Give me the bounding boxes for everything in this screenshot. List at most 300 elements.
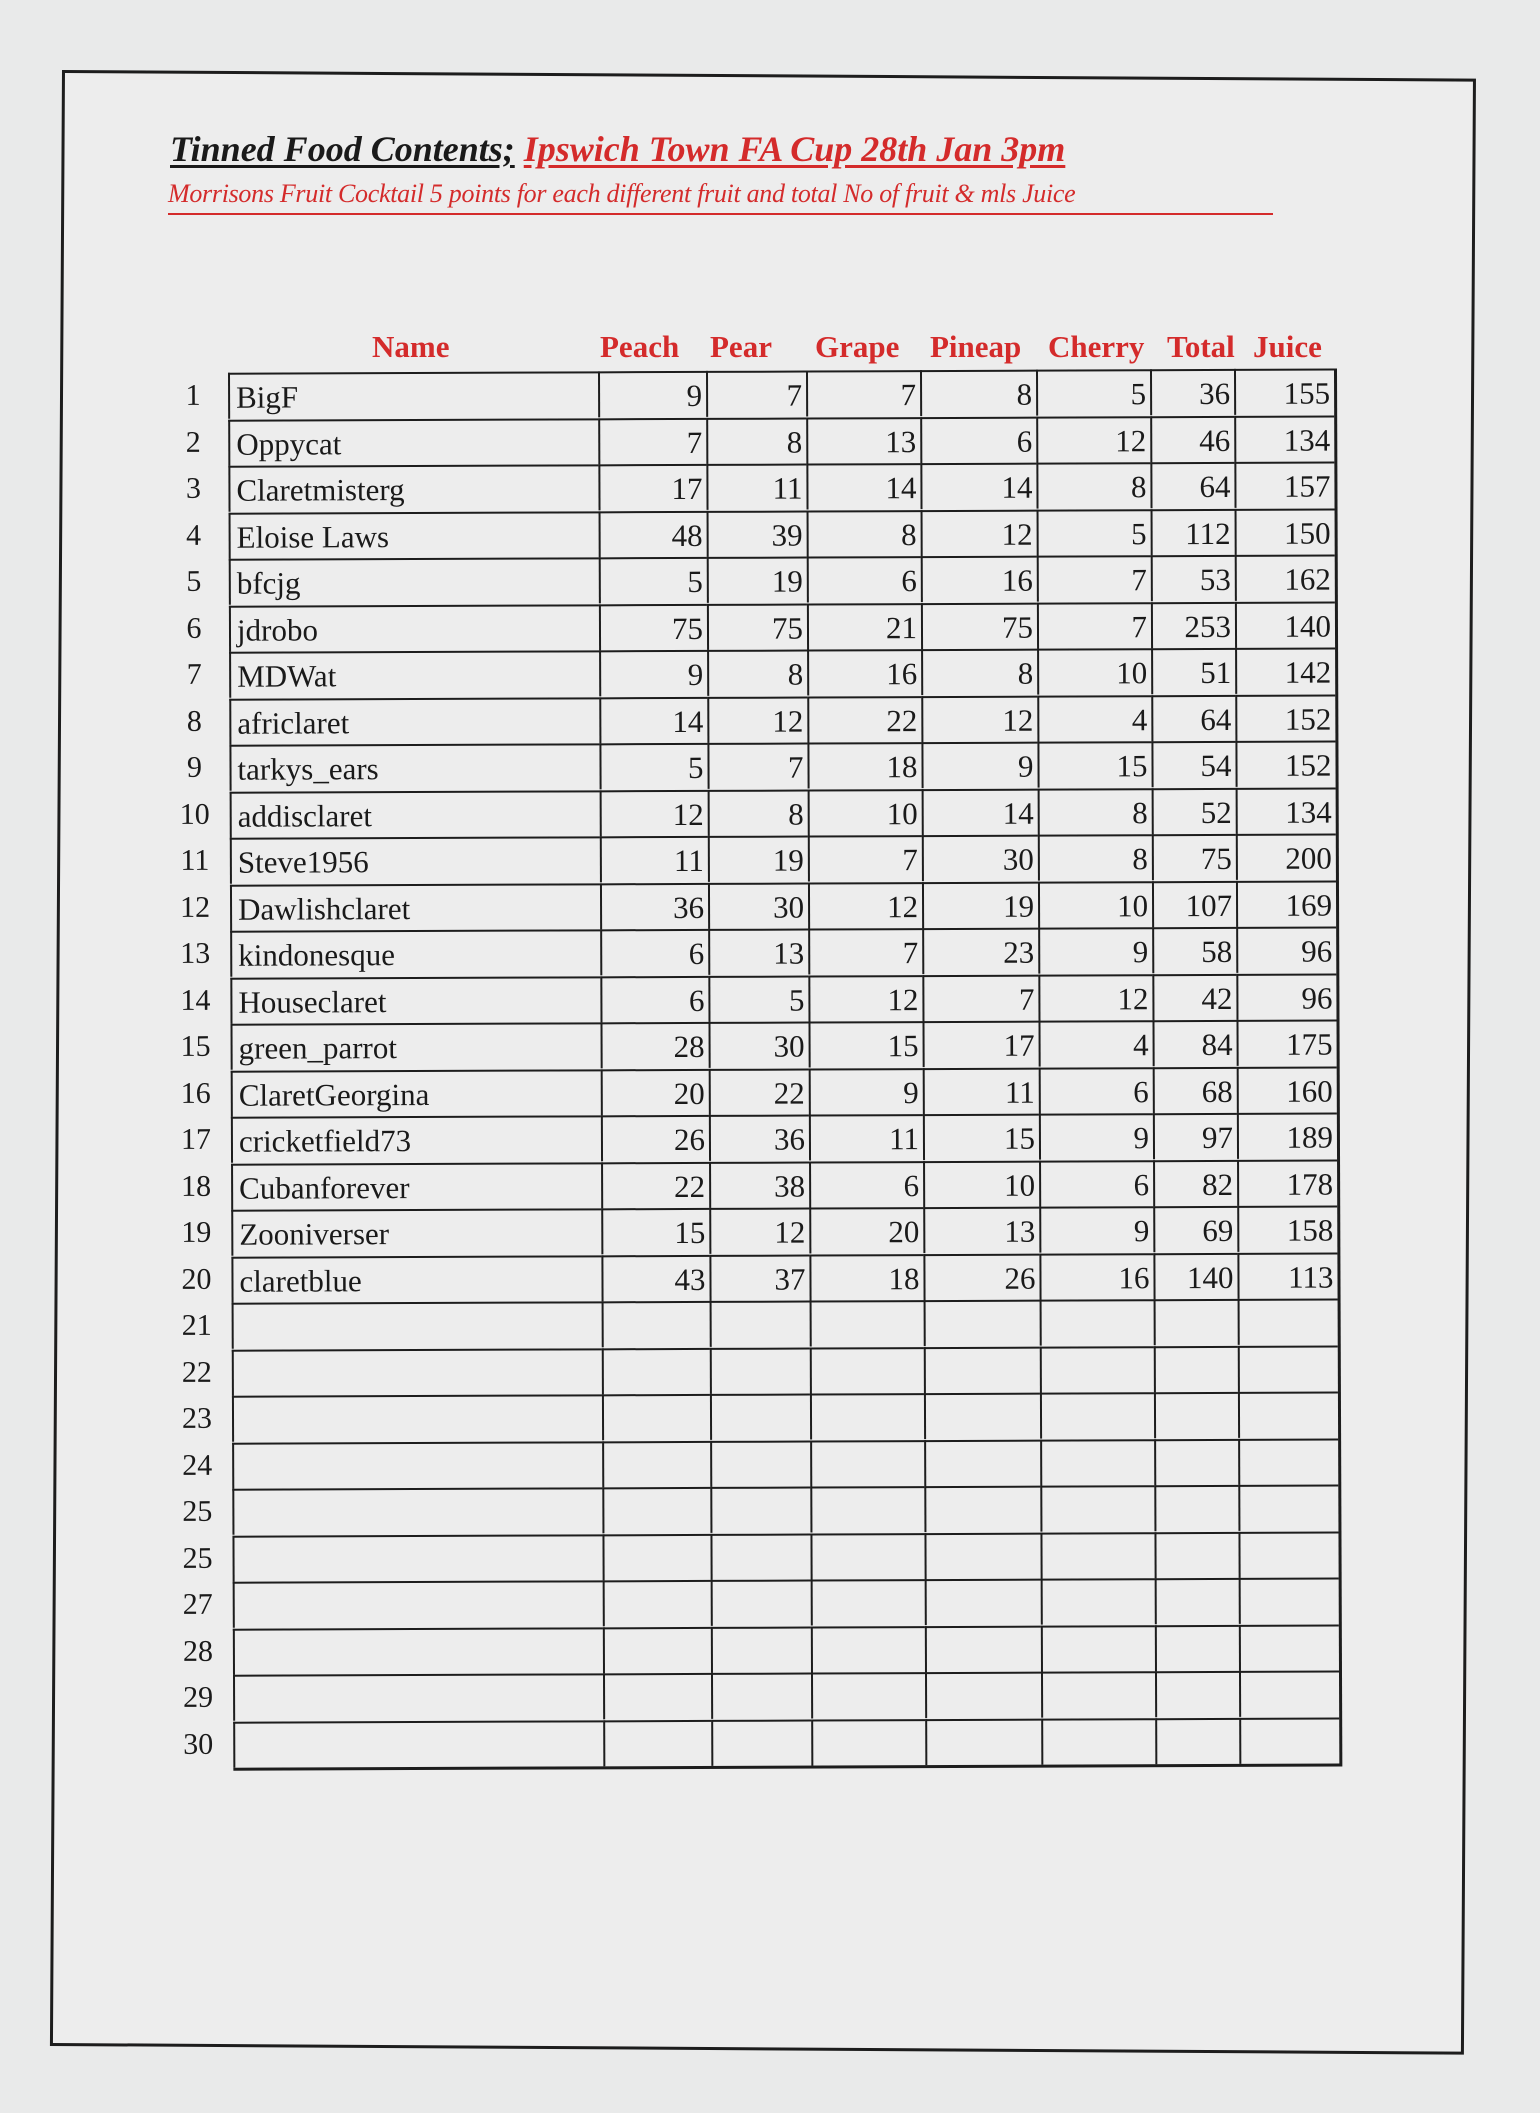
pear-cell: 12 <box>707 696 807 742</box>
table-row <box>182 1484 1338 1534</box>
total-cell: 36 <box>1150 369 1234 415</box>
grape-cell: 12 <box>808 882 922 928</box>
juice-cell: 200 <box>1236 833 1336 879</box>
total-cell: 58 <box>1152 927 1236 973</box>
juice-cell <box>1238 1298 1338 1344</box>
pineapple-cell: 13 <box>923 1207 1039 1253</box>
row-number: 9 <box>186 750 203 784</box>
row-number: 12 <box>179 890 211 924</box>
grape-cell: 7 <box>808 928 922 974</box>
peach-cell <box>602 1487 710 1533</box>
row-number: 21 <box>181 1308 212 1342</box>
peach-cell: 15 <box>601 1208 709 1254</box>
pear-cell <box>710 1440 810 1486</box>
document-title <box>170 128 1065 170</box>
row-number: 6 <box>186 611 202 645</box>
table-row <box>185 461 1334 511</box>
pear-cell: 19 <box>707 557 807 603</box>
name-cell: BigF <box>228 371 598 418</box>
pineapple-cell <box>924 1532 1040 1578</box>
table-row <box>186 740 1335 790</box>
cherry-cell <box>1040 1439 1154 1485</box>
juice-cell: 175 <box>1236 1019 1336 1065</box>
pineapple-cell: 6 <box>920 416 1036 462</box>
total-cell: 52 <box>1152 787 1236 833</box>
column-header-pineap: Pineap <box>930 329 1022 364</box>
row-number: 17 <box>180 1122 212 1156</box>
pineapple-cell: 12 <box>921 509 1037 555</box>
row-number: 11 <box>180 843 210 877</box>
grape-cell: 7 <box>806 370 920 416</box>
pineapple-cell <box>924 1439 1040 1485</box>
name-cell <box>232 1441 602 1488</box>
juice-cell: 134 <box>1236 787 1336 833</box>
grape-cell <box>810 1440 924 1486</box>
cherry-cell: 9 <box>1039 1206 1153 1252</box>
peach-cell <box>602 1533 710 1579</box>
name-cell: Cubanforever <box>231 1162 601 1209</box>
juice-cell: 178 <box>1237 1159 1337 1205</box>
juice-cell <box>1239 1717 1339 1763</box>
pineapple-cell: 30 <box>922 835 1038 881</box>
table-row <box>181 1252 1337 1302</box>
total-cell <box>1154 1485 1238 1531</box>
title-event: Ipswich Town FA Cup 28th Jan 3pm <box>523 129 1066 169</box>
total-cell: 54 <box>1151 741 1235 787</box>
grape-cell <box>810 1486 924 1532</box>
total-cell <box>1154 1299 1238 1345</box>
pineapple-cell <box>924 1300 1040 1346</box>
total-cell: 112 <box>1151 508 1235 554</box>
row-number: 22 <box>181 1355 212 1389</box>
table-row <box>181 1345 1338 1395</box>
table-row <box>181 1391 1338 1441</box>
grape-cell <box>811 1672 925 1718</box>
total-cell: 53 <box>1151 555 1235 601</box>
row-number: 25 <box>182 1494 213 1528</box>
table-row <box>181 1298 1338 1348</box>
total-cell <box>1154 1438 1238 1484</box>
juice-cell <box>1238 1391 1338 1437</box>
grape-cell: 20 <box>809 1207 923 1253</box>
juice-cell: 152 <box>1235 694 1335 740</box>
peach-cell: 14 <box>599 696 707 742</box>
juice-cell: 96 <box>1236 973 1336 1019</box>
row-number: 20 <box>181 1262 212 1296</box>
pear-cell: 36 <box>709 1115 809 1161</box>
pineapple-cell: 14 <box>920 463 1036 509</box>
juice-cell: 142 <box>1235 647 1335 693</box>
peach-cell: 5 <box>599 557 707 603</box>
juice-cell <box>1239 1624 1339 1670</box>
cherry-cell <box>1041 1671 1155 1717</box>
row-number: 5 <box>186 564 202 598</box>
table-row <box>186 554 1335 604</box>
cherry-cell: 7 <box>1037 602 1151 648</box>
peach-cell <box>603 1626 711 1672</box>
table-row <box>185 368 1334 418</box>
peach-cell: 75 <box>599 603 707 649</box>
grape-cell <box>810 1393 924 1439</box>
name-cell <box>232 1301 602 1348</box>
pineapple-cell: 9 <box>921 742 1037 788</box>
grape-cell: 14 <box>806 463 920 509</box>
juice-cell: 113 <box>1237 1252 1337 1298</box>
row-number: 29 <box>183 1680 214 1714</box>
pear-cell: 12 <box>709 1208 809 1254</box>
row-number: 19 <box>181 1215 212 1249</box>
grape-cell <box>810 1300 924 1346</box>
juice-cell <box>1239 1670 1339 1716</box>
table-row <box>180 833 1336 883</box>
name-cell: Steve1956 <box>230 836 600 883</box>
total-cell: 253 <box>1151 601 1235 647</box>
row-number: 2 <box>185 425 201 459</box>
juice-cell: 150 <box>1235 508 1335 554</box>
name-cell <box>233 1673 603 1720</box>
table-row <box>186 601 1335 651</box>
results-table <box>162 368 1347 1776</box>
total-cell: 64 <box>1151 694 1235 740</box>
peach-cell: 17 <box>598 464 706 510</box>
pineapple-cell: 11 <box>923 1067 1039 1113</box>
total-cell <box>1154 1531 1238 1577</box>
pear-cell: 30 <box>708 1022 808 1068</box>
name-cell <box>233 1627 603 1674</box>
total-cell: 84 <box>1152 1020 1236 1066</box>
grape-cell: 15 <box>808 1021 922 1067</box>
peach-cell: 7 <box>598 417 706 463</box>
pear-cell: 11 <box>706 464 806 510</box>
table-row <box>182 1624 1339 1674</box>
cherry-cell: 6 <box>1039 1067 1153 1113</box>
grape-cell: 21 <box>807 603 921 649</box>
document-subtitle: Morrisons Fruit Cocktail 5 points for each different fruit and total No of fruit & mls Juice <box>168 179 1273 215</box>
cherry-cell: 16 <box>1039 1253 1153 1299</box>
total-cell: 140 <box>1153 1252 1237 1298</box>
pear-cell <box>711 1580 811 1626</box>
juice-cell: 155 <box>1234 368 1334 414</box>
cherry-cell: 4 <box>1038 1020 1152 1066</box>
pineapple-cell: 23 <box>922 928 1038 974</box>
pear-cell <box>710 1533 810 1579</box>
cherry-cell: 4 <box>1037 695 1151 741</box>
row-number: 15 <box>180 1029 211 1063</box>
grape-cell: 6 <box>809 1161 923 1207</box>
row-number: 24 <box>182 1448 213 1482</box>
name-cell <box>233 1720 603 1767</box>
peach-cell: 20 <box>601 1068 709 1114</box>
table-row <box>183 1670 1339 1720</box>
table-row <box>181 1159 1337 1209</box>
cherry-cell: 6 <box>1039 1160 1153 1206</box>
peach-cell: 48 <box>599 510 707 556</box>
peach-cell: 22 <box>601 1161 709 1207</box>
peach-cell <box>602 1347 710 1393</box>
title-label: Tinned Food Contents; <box>170 129 515 169</box>
cherry-cell: 5 <box>1037 509 1151 555</box>
juice-cell <box>1238 1531 1338 1577</box>
pear-cell <box>710 1487 810 1533</box>
name-cell: addisclaret <box>230 790 600 837</box>
total-cell: 107 <box>1152 880 1236 926</box>
grape-cell: 22 <box>807 696 921 742</box>
name-cell: Oppycat <box>228 418 598 465</box>
table-row <box>182 1577 1339 1627</box>
table-row <box>179 880 1336 930</box>
table-row <box>186 694 1335 744</box>
column-header-peach: Peach <box>600 329 680 364</box>
table-row <box>180 926 1336 976</box>
name-cell: Houseclaret <box>230 976 600 1023</box>
pineapple-cell <box>924 1393 1040 1439</box>
grape-cell: 12 <box>808 975 922 1021</box>
pear-cell <box>710 1347 810 1393</box>
table-row <box>181 1205 1337 1255</box>
pineapple-cell <box>925 1672 1041 1718</box>
peach-cell: 9 <box>599 650 707 696</box>
row-number: 14 <box>180 983 211 1017</box>
cherry-cell: 7 <box>1037 555 1151 601</box>
grape-cell: 18 <box>809 1254 923 1300</box>
pear-cell: 5 <box>708 975 808 1021</box>
row-number: 13 <box>180 936 211 970</box>
total-cell <box>1154 1345 1238 1391</box>
name-cell: green_parrot <box>230 1022 600 1069</box>
cherry-cell: 10 <box>1038 881 1152 927</box>
cherry-cell: 8 <box>1036 462 1150 508</box>
peach-cell: 11 <box>600 836 708 882</box>
peach-cell: 5 <box>599 743 707 789</box>
peach-cell: 28 <box>600 1022 708 1068</box>
total-cell: 51 <box>1151 648 1235 694</box>
total-cell <box>1155 1717 1239 1763</box>
row-number: 28 <box>182 1634 213 1668</box>
pear-cell: 7 <box>706 371 806 417</box>
name-cell: bfcjg <box>229 557 599 604</box>
juice-cell: 189 <box>1237 1112 1337 1158</box>
name-cell <box>232 1394 602 1441</box>
pineapple-cell <box>924 1486 1040 1532</box>
peach-cell <box>603 1673 711 1719</box>
row-number: 4 <box>186 518 202 552</box>
name-cell: MDWat <box>229 650 599 697</box>
row-number: 25 <box>182 1541 213 1575</box>
juice-cell: 158 <box>1237 1205 1337 1251</box>
cherry-cell: 15 <box>1037 741 1151 787</box>
row-number: 18 <box>181 1169 212 1203</box>
grape-cell: 10 <box>808 789 922 835</box>
table-row <box>180 973 1336 1023</box>
row-number: 1 <box>185 378 201 412</box>
name-cell <box>233 1580 603 1627</box>
pineapple-cell: 8 <box>921 649 1037 695</box>
column-header-total: Total <box>1167 329 1235 364</box>
row-number: 16 <box>180 1076 211 1110</box>
cherry-cell <box>1040 1532 1154 1578</box>
cherry-cell: 9 <box>1039 1113 1153 1159</box>
peach-cell: 6 <box>600 929 708 975</box>
cherry-cell: 9 <box>1038 927 1152 973</box>
cherry-cell: 5 <box>1036 369 1150 415</box>
cherry-cell <box>1041 1578 1155 1624</box>
pear-cell: 75 <box>707 603 807 649</box>
total-cell: 75 <box>1152 834 1236 880</box>
juice-cell <box>1238 1345 1338 1391</box>
total-cell <box>1155 1578 1239 1624</box>
juice-cell <box>1238 1438 1338 1484</box>
pear-cell: 38 <box>709 1161 809 1207</box>
grape-cell: 13 <box>806 417 920 463</box>
pear-cell: 8 <box>707 650 807 696</box>
peach-cell: 6 <box>600 975 708 1021</box>
total-cell: 64 <box>1150 462 1234 508</box>
column-header-pear: Pear <box>710 329 772 364</box>
peach-cell: 9 <box>598 371 706 417</box>
pear-cell: 8 <box>706 417 806 463</box>
peach-cell <box>602 1440 710 1486</box>
table-row <box>186 647 1335 697</box>
cherry-cell <box>1040 1485 1154 1531</box>
cherry-cell <box>1040 1299 1154 1345</box>
pineapple-cell: 15 <box>923 1114 1039 1160</box>
total-cell <box>1155 1624 1239 1670</box>
total-cell <box>1154 1392 1238 1438</box>
column-header-juice: Juice <box>1253 329 1322 364</box>
cherry-cell: 10 <box>1037 648 1151 694</box>
row-number: 3 <box>185 471 202 505</box>
juice-cell: 157 <box>1234 461 1334 507</box>
table-row <box>183 1717 1339 1767</box>
pear-cell <box>711 1719 811 1765</box>
pineapple-cell: 17 <box>922 1021 1038 1067</box>
grape-cell: 6 <box>807 556 921 602</box>
juice-cell: 134 <box>1234 415 1334 461</box>
table-row <box>180 1112 1337 1162</box>
pear-cell: 39 <box>707 510 807 556</box>
pear-cell <box>711 1673 811 1719</box>
cherry-cell <box>1041 1718 1155 1764</box>
juice-cell: 162 <box>1235 554 1335 600</box>
grape-cell <box>810 1347 924 1393</box>
pineapple-cell: 8 <box>920 370 1036 416</box>
grape-cell: 16 <box>807 649 921 695</box>
juice-cell: 169 <box>1236 880 1336 926</box>
grape-cell <box>810 1533 924 1579</box>
name-cell <box>232 1487 602 1534</box>
column-header-cherry: Cherry <box>1048 329 1145 364</box>
pineapple-cell: 12 <box>921 695 1037 741</box>
table-row <box>182 1531 1338 1581</box>
pear-cell: 19 <box>708 836 808 882</box>
total-cell: 68 <box>1153 1066 1237 1112</box>
name-cell: ClaretGeorgina <box>231 1069 601 1116</box>
table-row <box>180 1066 1337 1116</box>
peach-cell <box>602 1301 710 1347</box>
name-cell: Eloise Laws <box>229 511 599 558</box>
juice-cell: 140 <box>1235 601 1335 647</box>
pear-cell: 8 <box>708 789 808 835</box>
juice-cell: 160 <box>1237 1066 1337 1112</box>
cherry-cell <box>1040 1346 1154 1392</box>
name-cell: africlaret <box>229 697 599 744</box>
table-row <box>179 787 1336 837</box>
pear-cell <box>710 1301 810 1347</box>
total-cell: 82 <box>1153 1159 1237 1205</box>
juice-cell <box>1238 1484 1338 1530</box>
name-cell: Claretmisterg <box>228 464 598 511</box>
total-cell: 97 <box>1153 1113 1237 1159</box>
juice-cell: 96 <box>1236 926 1336 972</box>
cherry-cell: 12 <box>1038 974 1152 1020</box>
total-cell <box>1155 1671 1239 1717</box>
name-cell <box>232 1534 602 1581</box>
pear-cell: 7 <box>707 743 807 789</box>
grape-cell: 11 <box>809 1114 923 1160</box>
grape-cell <box>811 1579 925 1625</box>
pineapple-cell: 19 <box>922 881 1038 927</box>
column-header-name: Name <box>372 329 450 364</box>
pineapple-cell <box>924 1346 1040 1392</box>
pear-cell <box>711 1626 811 1672</box>
total-cell: 69 <box>1153 1206 1237 1252</box>
name-cell: claretblue <box>231 1255 601 1302</box>
table-row <box>186 508 1335 558</box>
row-number: 27 <box>182 1587 213 1621</box>
pear-cell: 37 <box>709 1254 809 1300</box>
grape-cell: 8 <box>807 510 921 556</box>
pear-cell: 22 <box>709 1068 809 1114</box>
grape-cell: 9 <box>809 1068 923 1114</box>
table-row <box>182 1438 1338 1488</box>
cherry-cell <box>1040 1392 1154 1438</box>
total-cell: 42 <box>1152 973 1236 1019</box>
table-row <box>180 1019 1336 1069</box>
pineapple-cell <box>925 1579 1041 1625</box>
peach-cell <box>603 1580 711 1626</box>
pear-cell <box>710 1394 810 1440</box>
grape-cell <box>811 1719 925 1765</box>
pineapple-cell: 75 <box>921 602 1037 648</box>
grape-cell <box>811 1626 925 1672</box>
pineapple-cell: 16 <box>921 556 1037 602</box>
grape-cell: 7 <box>808 835 922 881</box>
juice-cell: 152 <box>1235 740 1335 786</box>
name-cell: jdrobo <box>229 604 599 651</box>
peach-cell <box>603 1719 711 1765</box>
total-cell: 46 <box>1150 415 1234 461</box>
row-number: 30 <box>183 1727 214 1761</box>
cherry-cell <box>1041 1625 1155 1671</box>
pear-cell: 13 <box>708 929 808 975</box>
row-number: 23 <box>181 1401 213 1435</box>
name-cell: Zooniverser <box>231 1208 601 1255</box>
name-cell: Dawlishclaret <box>230 883 600 930</box>
juice-cell <box>1239 1577 1339 1623</box>
row-number: 10 <box>179 797 210 831</box>
name-cell <box>232 1348 602 1395</box>
cherry-cell: 8 <box>1038 788 1152 834</box>
name-cell: kindonesque <box>230 929 600 976</box>
peach-cell: 26 <box>601 1115 709 1161</box>
pineapple-cell: 26 <box>923 1253 1039 1299</box>
column-header-grape: Grape <box>815 329 900 364</box>
peach-cell <box>602 1394 710 1440</box>
cherry-cell: 8 <box>1038 834 1152 880</box>
row-number: 7 <box>186 657 202 691</box>
peach-cell: 36 <box>600 882 708 928</box>
pineapple-cell: 7 <box>922 974 1038 1020</box>
